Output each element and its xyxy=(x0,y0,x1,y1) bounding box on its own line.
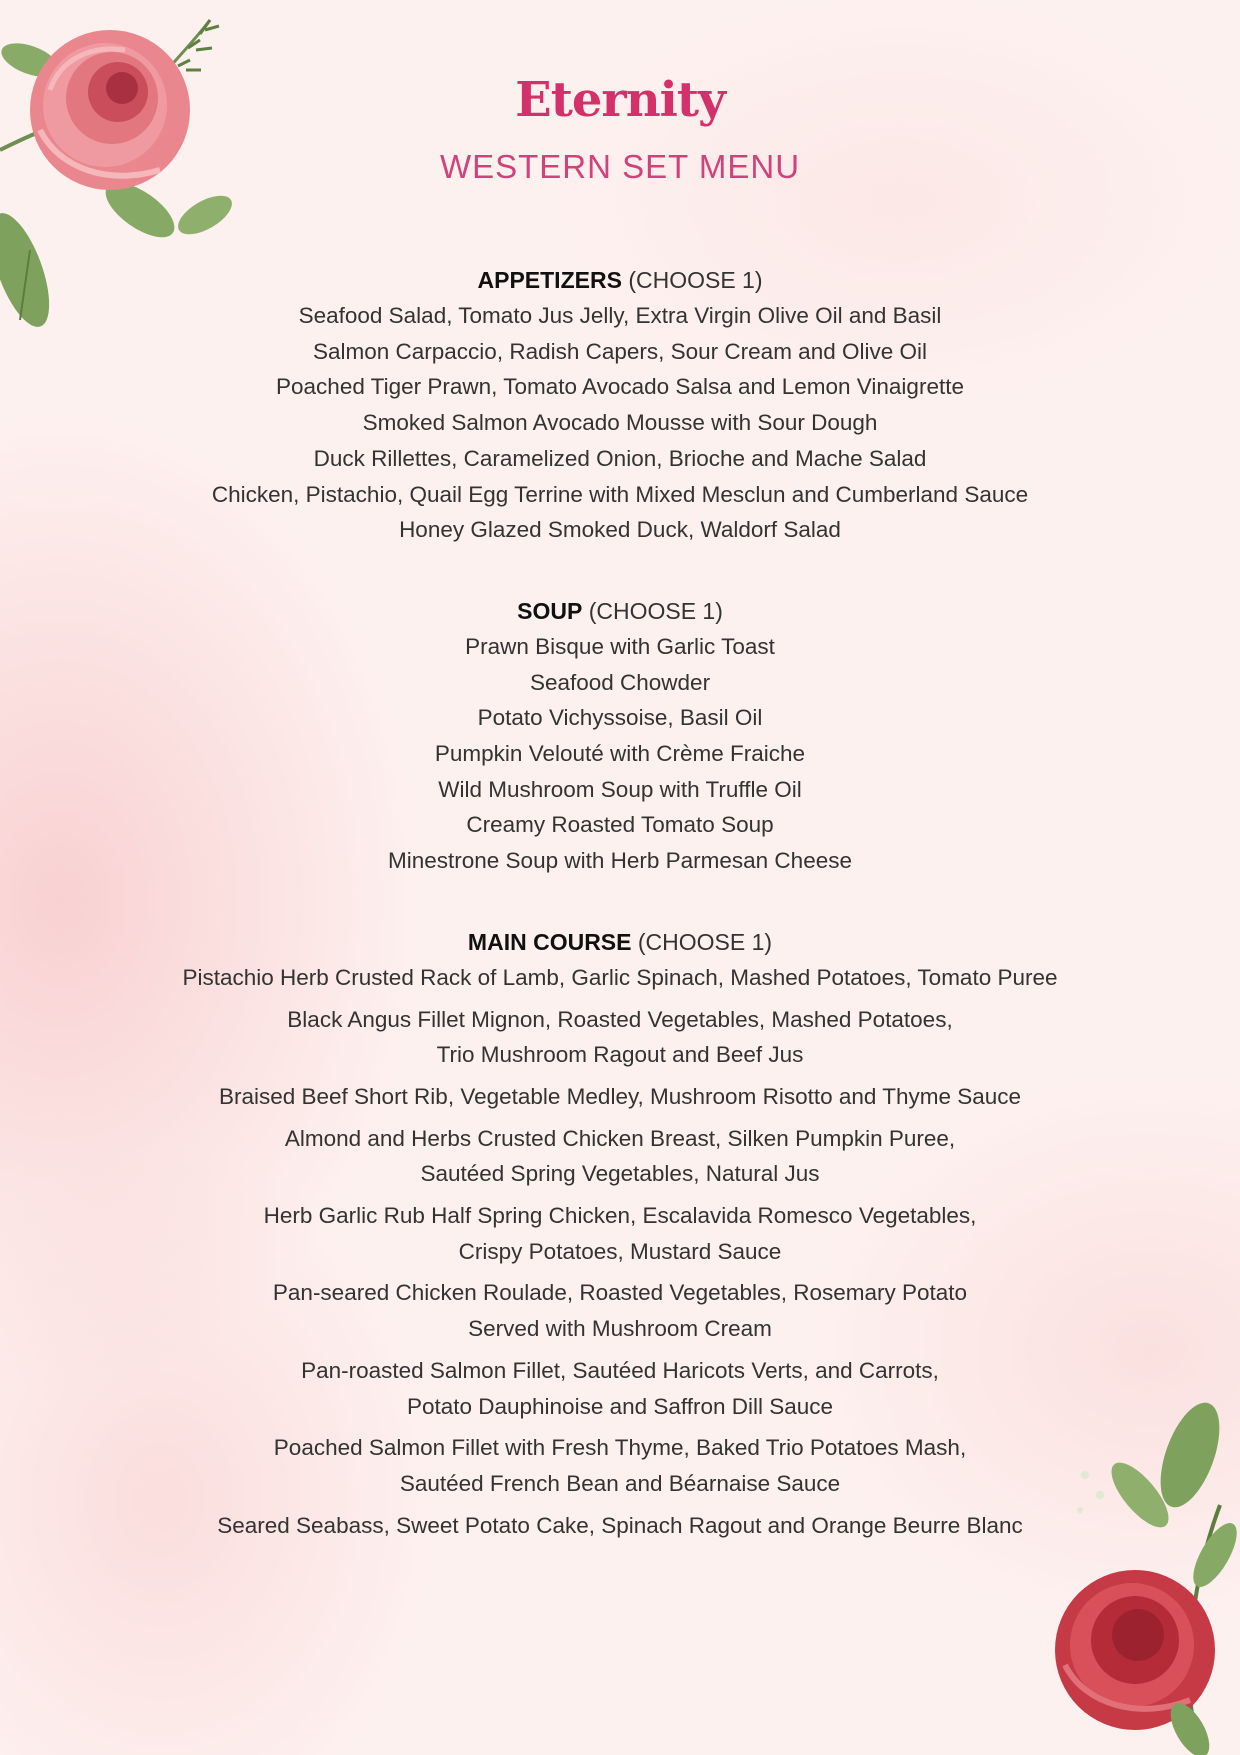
menu-item xyxy=(0,1508,1240,1544)
section-title: MAIN COURSE xyxy=(467,928,632,955)
menu-item-line: Poached Salmon Fillet with Fresh Thyme, Baked Trio Potatoes Mash, xyxy=(273,1435,967,1461)
menu-item: Wild Mushroom Soup with Truffle Oil xyxy=(438,776,802,802)
menu-item: Potato Vichyssoise, Basil Oil xyxy=(477,705,763,731)
menu-subtitle: WESTERN SET MENU xyxy=(439,148,801,185)
menu-item-line: Served with Mushroom Cream xyxy=(468,1316,772,1342)
section-heading xyxy=(0,262,1240,298)
menu-item-line: Sautéed Spring Vegetables, Natural Jus xyxy=(420,1161,820,1187)
section-soup xyxy=(0,593,1240,879)
section-note: (CHOOSE 1) xyxy=(637,928,773,955)
menu-item: Smoked Salmon Avocado Mousse with Sour Dough xyxy=(362,410,878,436)
menu-item: Duck Rillettes, Caramelized Onion, Brioche and Mache Salad xyxy=(313,445,927,471)
menu-item xyxy=(0,1353,1240,1424)
menu-item: Salmon Carpaccio, Radish Capers, Sour Cream and Olive Oil xyxy=(312,338,927,364)
menu-item: Creamy Roasted Tomato Soup xyxy=(466,812,774,838)
menu-item-line: Seared Seabass, Sweet Potato Cake, Spinach Ragout and Orange Beurre Blanc xyxy=(217,1512,1023,1538)
section-title: APPETIZERS xyxy=(477,267,622,293)
menu-header xyxy=(0,62,1240,190)
menu-item-line: Almond and Herbs Crusted Chicken Breast, Silken Pumpkin Puree, xyxy=(284,1125,956,1151)
menu-item: Minestrone Soup with Herb Parmesan Cheese xyxy=(388,848,852,874)
menu-item-line: Pan-roasted Salmon Fillet, Sautéed Haricots Verts, and Carrots, xyxy=(301,1357,939,1383)
menu-item: Honey Glazed Smoked Duck, Waldorf Salad xyxy=(399,517,841,543)
menu-item-line: Pan-seared Chicken Roulade, Roasted Vegetables, Rosemary Potato xyxy=(272,1280,968,1306)
menu-item-line: Pistachio Herb Crusted Rack of Lamb, Garlic Spinach, Mashed Potatoes, Tomato Puree xyxy=(182,964,1058,990)
menu-item xyxy=(0,1079,1240,1115)
menu-item xyxy=(0,1275,1240,1346)
section-heading xyxy=(0,593,1240,629)
section-main-course xyxy=(0,924,1240,1544)
menu-item: Poached Tiger Prawn, Tomato Avocado Salsa and Lemon Vinaigrette xyxy=(276,374,964,400)
section-appetizers xyxy=(0,262,1240,548)
menu-item-line: Sautéed French Bean and Béarnaise Sauce xyxy=(399,1470,841,1496)
menu-item xyxy=(0,1198,1240,1269)
menu-item: Pumpkin Velouté with Crème Fraiche xyxy=(434,741,806,767)
menu-item xyxy=(0,1121,1240,1192)
menu-item-line: Potato Dauphinoise and Saffron Dill Sauce xyxy=(406,1393,834,1419)
menu-item: Seafood Chowder xyxy=(529,669,711,695)
menu-body xyxy=(0,262,1240,1588)
menu-item-line: Black Angus Fillet Mignon, Roasted Vegetables, Mashed Potatoes, xyxy=(287,1006,953,1032)
menu-item xyxy=(0,1002,1240,1073)
brand-title: Eternity xyxy=(515,72,725,128)
menu-item: Seafood Salad, Tomato Jus Jelly, Extra Virgin Olive Oil and Basil xyxy=(298,303,942,328)
menu-item: Prawn Bisque with Garlic Toast xyxy=(465,633,775,659)
section-note: (CHOOSE 1) xyxy=(588,597,723,624)
menu-item-line: Herb Garlic Rub Half Spring Chicken, Escalavida Romesco Vegetables, xyxy=(263,1203,977,1229)
section-title: SOUP xyxy=(517,597,583,624)
menu-item-line: Crispy Potatoes, Mustard Sauce xyxy=(458,1238,782,1264)
section-heading xyxy=(0,924,1240,960)
menu-item xyxy=(0,1430,1240,1501)
menu-item-line: Trio Mushroom Ragout and Beef Jus xyxy=(436,1042,804,1068)
menu-item-line: Braised Beef Short Rib, Vegetable Medley, Mushroom Risotto and Thyme Sauce xyxy=(218,1083,1022,1109)
menu-item: Chicken, Pistachio, Quail Egg Terrine with Mixed Mesclun and Cumberland Sauce xyxy=(211,481,1029,507)
section-note: (CHOOSE 1) xyxy=(628,267,763,293)
menu-item xyxy=(0,960,1240,996)
